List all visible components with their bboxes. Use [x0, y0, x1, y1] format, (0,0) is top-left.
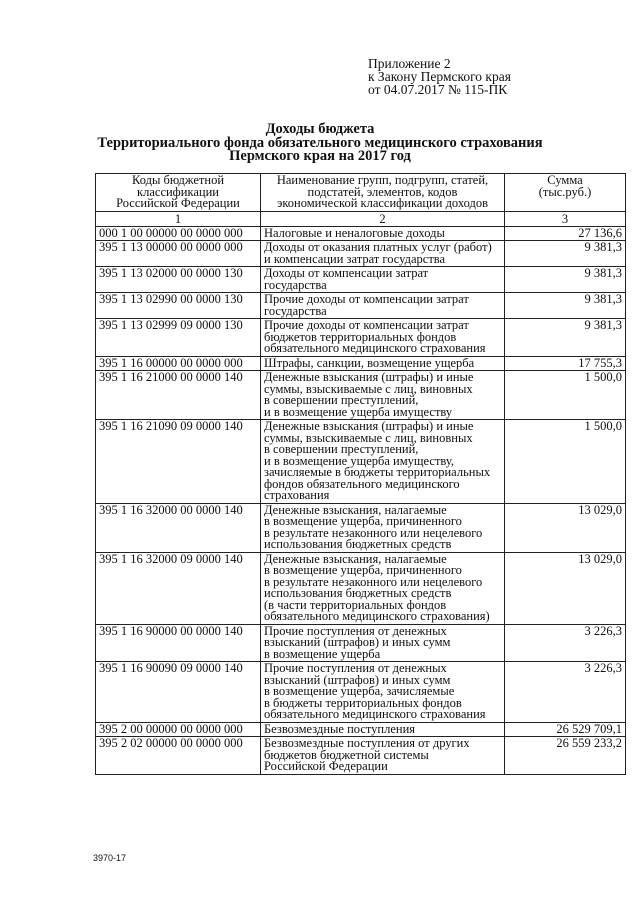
title-line-2: Территориального фонда обязательного медицинского страхования — [97, 134, 543, 151]
row-code: 395 1 16 00000 00 0000 000 — [96, 356, 261, 371]
column-number-3: 3 — [505, 211, 626, 226]
row-sum: 13 029,0 — [505, 552, 626, 624]
row-code: 000 1 00 00000 00 0000 000 — [96, 226, 261, 241]
row-code: 395 1 16 32000 00 0000 140 — [96, 503, 261, 552]
row-sum: 13 029,0 — [505, 503, 626, 552]
row-code: 395 1 16 90090 09 0000 140 — [96, 662, 261, 723]
table-header-row — [96, 174, 626, 212]
row-code: 395 1 16 21090 09 0000 140 — [96, 420, 261, 504]
title-line-3: Пермского края на 2017 год — [229, 148, 411, 164]
appendix-note — [368, 57, 511, 96]
row-sum: 9 381,3 — [505, 319, 626, 357]
row-name: Денежные взыскания, налагаемые в возмещение ущерба, причиненного в результате незаконного или нецелевого использования бюджетных средств (в части территориальных фондов обязательного медицинского страхования) — [261, 552, 505, 624]
row-sum: 3 226,3 — [505, 662, 626, 723]
table-row — [96, 420, 626, 504]
row-name: Прочие доходы от компенсации затрат государства — [261, 293, 505, 319]
column-number-1: 1 — [96, 211, 261, 226]
row-sum: 26 529 709,1 — [505, 722, 626, 737]
header-names: Наименование групп, подгрупп, статей, подстатей, элементов, кодов экономической классификации доходов — [261, 174, 505, 212]
table-row — [96, 662, 626, 723]
table-row — [96, 356, 626, 371]
row-sum: 1 500,0 — [505, 371, 626, 420]
row-code: 395 2 02 00000 00 0000 000 — [96, 737, 261, 775]
row-code: 395 1 13 02999 09 0000 130 — [96, 319, 261, 357]
row-name: Безвозмездные поступления от других бюджетов бюджетной системы Российской Федерации — [261, 737, 505, 775]
table-row — [96, 722, 626, 737]
appendix-line-3: от 04.07.2017 № 115-ПК — [368, 82, 508, 97]
row-code: 395 1 16 90000 00 0000 140 — [96, 624, 261, 662]
row-code: 395 1 13 00000 00 0000 000 — [96, 241, 261, 267]
row-name: Денежные взыскания, налагаемые в возмещение ущерба, причиненного в результате незаконного или нецелевого использования бюджетных средств — [261, 503, 505, 552]
header-sum: Сумма (тыс.руб.) — [505, 174, 626, 212]
row-name: Безвозмездные поступления — [261, 722, 505, 737]
row-sum: 9 381,3 — [505, 293, 626, 319]
row-code: 395 1 16 32000 09 0000 140 — [96, 552, 261, 624]
appendix-line-2: к Закону Пермского края — [368, 69, 511, 84]
table-row — [96, 624, 626, 662]
row-sum: 26 559 233,2 — [505, 737, 626, 775]
row-name: Доходы от оказания платных услуг (работ) и компенсации затрат государства — [261, 241, 505, 267]
title-line-1: Доходы бюджета — [265, 121, 375, 137]
row-name: Прочие поступления от денежных взысканий (штрафов) и иных сумм в возмещение ущерба — [261, 624, 505, 662]
table-row — [96, 267, 626, 293]
row-name: Прочие доходы от компенсации затрат бюджетов территориальных фондов обязательного медицинского страхования — [261, 319, 505, 357]
row-code: 395 2 00 00000 00 0000 000 — [96, 722, 261, 737]
row-sum: 27 136,6 — [505, 226, 626, 241]
row-sum: 3 226,3 — [505, 624, 626, 662]
header-codes: Коды бюджетной классификации Российской Федерации — [96, 174, 261, 212]
row-code: 395 1 13 02990 00 0000 130 — [96, 293, 261, 319]
table-row — [96, 226, 626, 241]
row-name: Денежные взыскания (штрафы) и иные суммы, взыскиваемые с лиц, виновных в совершении преступлений, и в возмещение ущерба имуществу, зачисляемые в бюджеты территориальных фондов обязательного медицинского страхования — [261, 420, 505, 504]
row-sum: 1 500,0 — [505, 420, 626, 504]
row-sum: 9 381,3 — [505, 241, 626, 267]
column-number-2: 2 — [261, 211, 505, 226]
row-name: Штрафы, санкции, возмещение ущерба — [261, 356, 505, 371]
table-row — [96, 241, 626, 267]
row-sum: 17 755,3 — [505, 356, 626, 371]
row-code: 395 1 16 21000 00 0000 140 — [96, 371, 261, 420]
row-code: 395 1 13 02000 00 0000 130 — [96, 267, 261, 293]
table-row — [96, 319, 626, 357]
row-name: Прочие поступления от денежных взысканий (штрафов) и иных сумм в возмещение ущерба, зачисляемые в бюджеты территориальных фондов обязательного медицинского страхования — [261, 662, 505, 723]
row-name: Денежные взыскания (штрафы) и иные суммы, взыскиваемые с лиц, виновных в совершении преступлений, и в возмещение ущерба имуществу — [261, 371, 505, 420]
table-row — [96, 371, 626, 420]
table-row — [96, 503, 626, 552]
table-row — [96, 293, 626, 319]
appendix-line-1: Приложение 2 — [368, 56, 451, 71]
table-row — [96, 552, 626, 624]
table-row — [96, 737, 626, 775]
row-sum: 9 381,3 — [505, 267, 626, 293]
row-name: Доходы от компенсации затрат государства — [261, 267, 505, 293]
row-name: Налоговые и неналоговые доходы — [261, 226, 505, 241]
document-number: 3970-17 — [93, 853, 127, 863]
document-title — [60, 123, 580, 164]
column-number-row — [96, 211, 626, 226]
budget-income-table — [95, 173, 626, 775]
